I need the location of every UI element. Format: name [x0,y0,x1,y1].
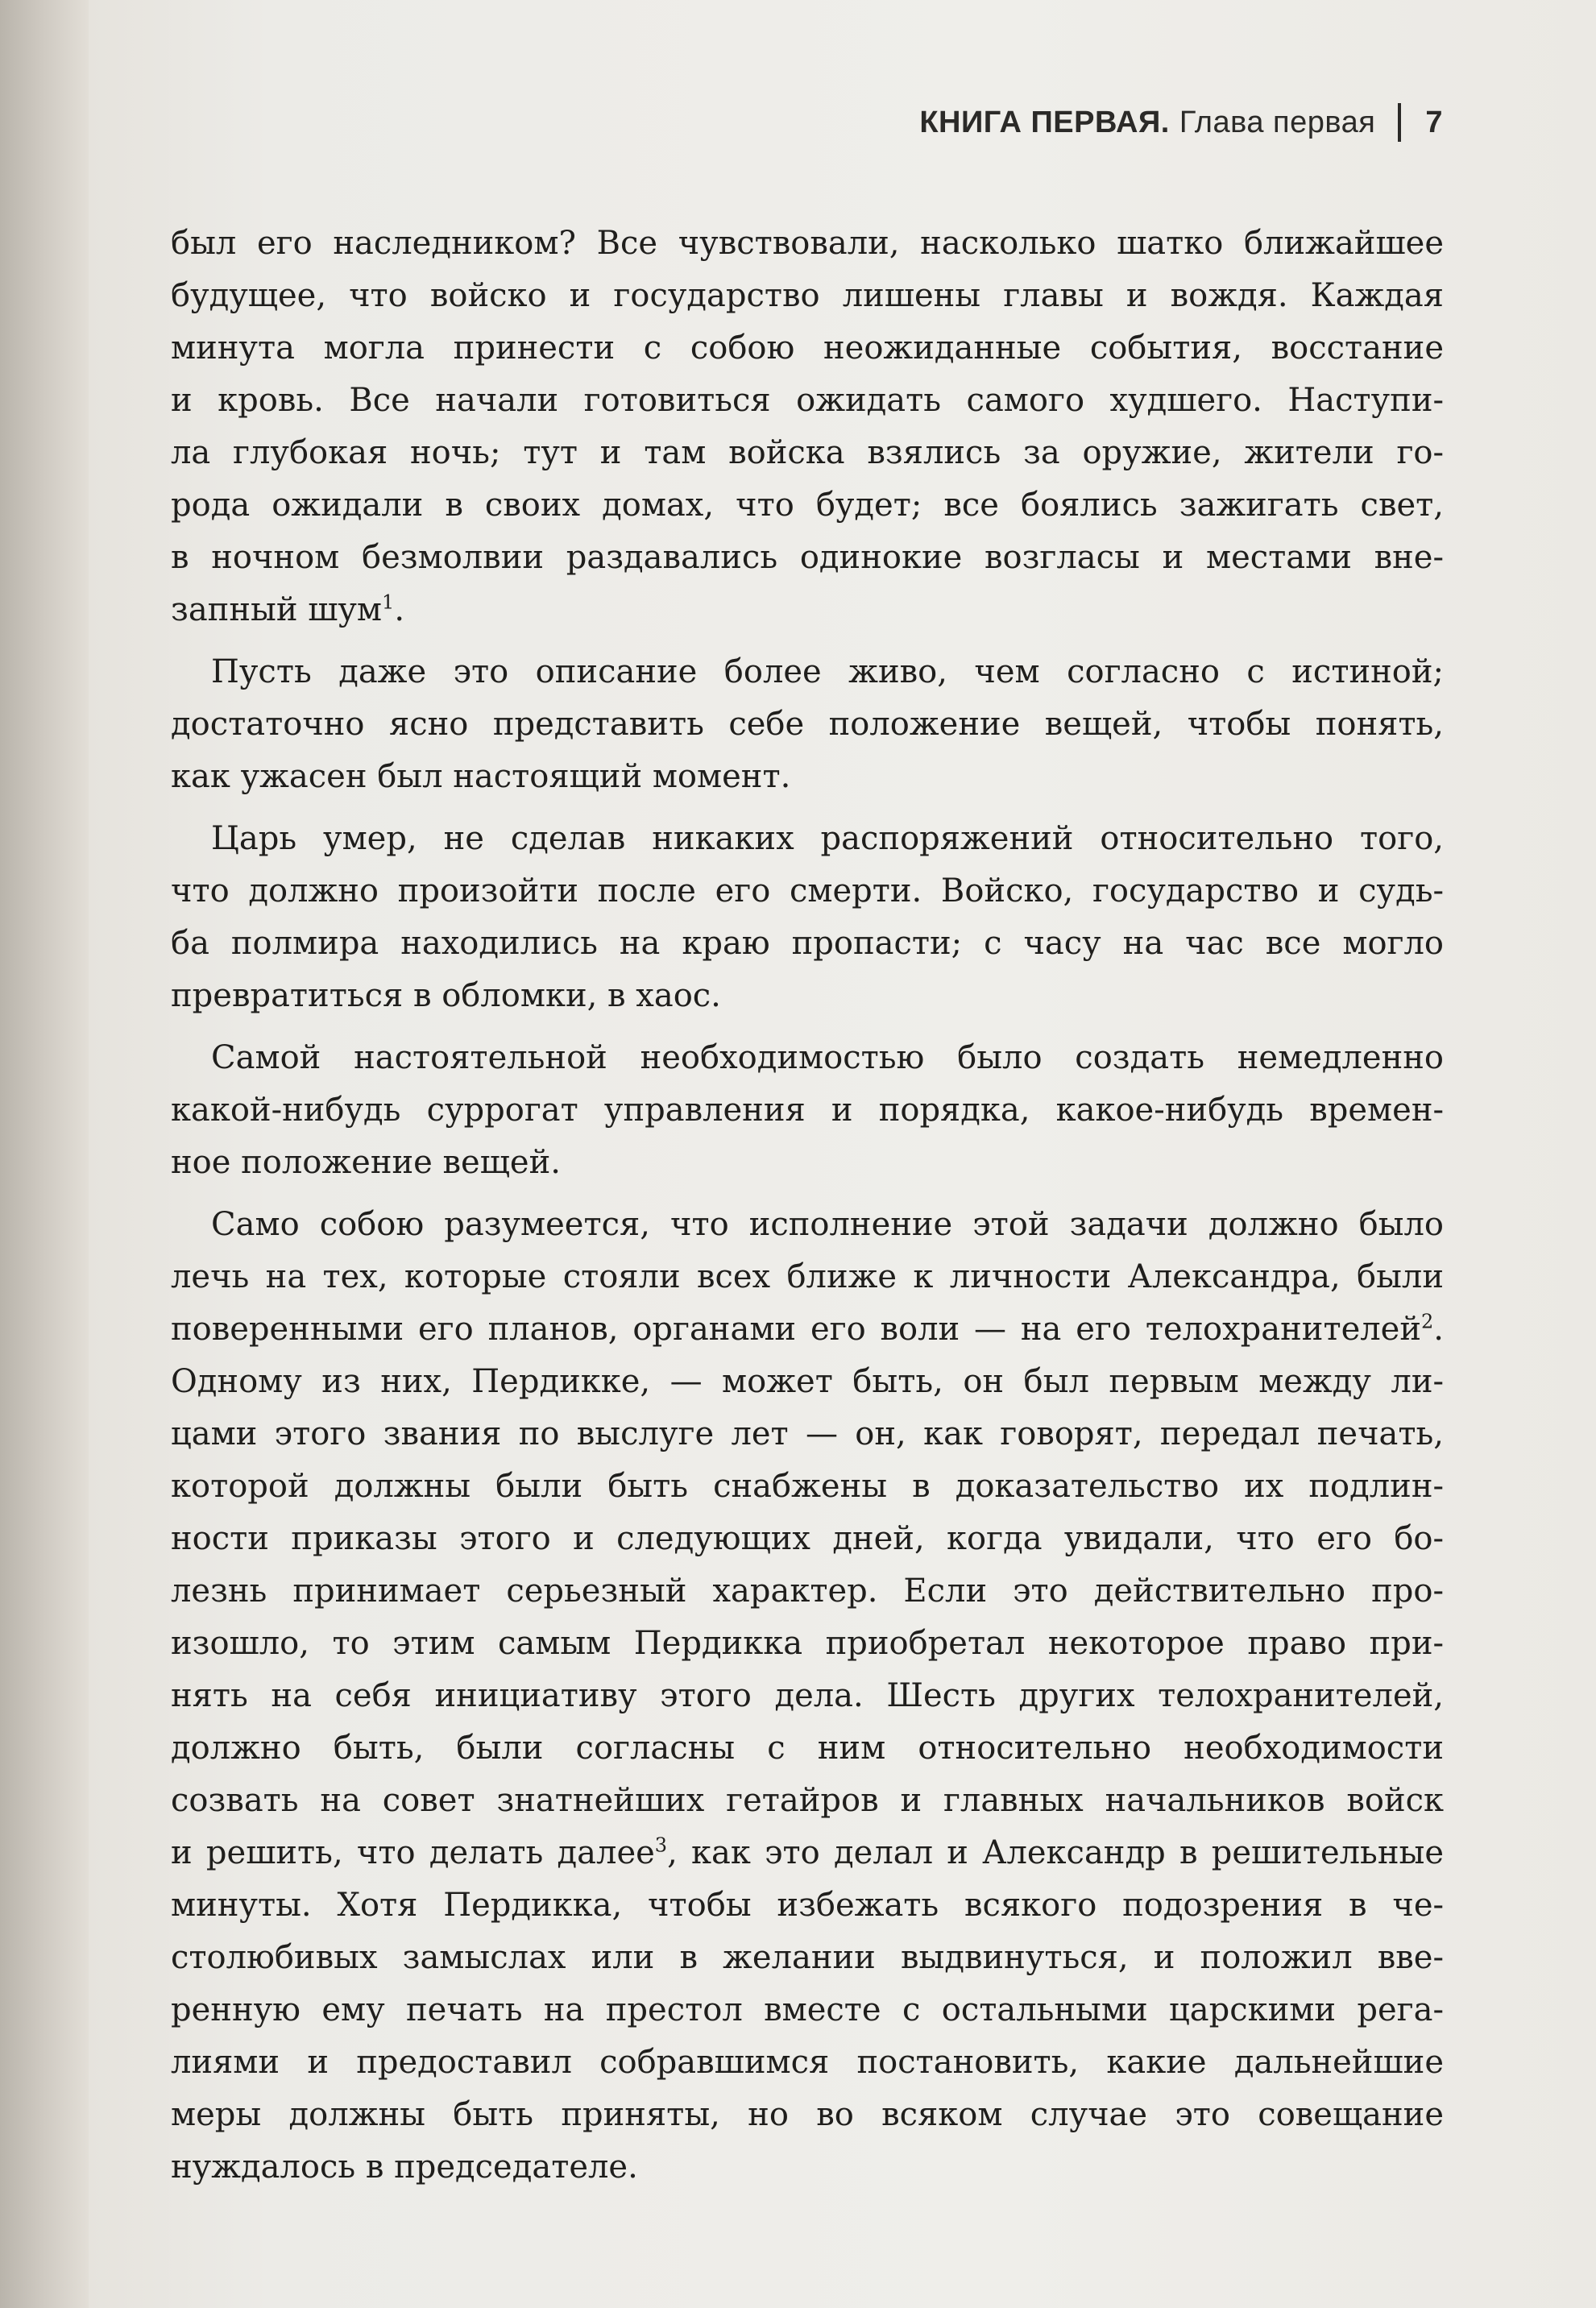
page-number: 7 [1425,105,1443,139]
book-spine [0,0,97,2308]
paragraph [171,218,1444,636]
text-line: ла глубокая ночь; тут и там войска взялись за оружие, жители го- [171,434,1444,471]
text-line: ное положение вещей. [171,1144,561,1181]
footnote-marker[interactable]: 2 [1421,1310,1434,1333]
text-segment: . [394,591,405,628]
text-line: изошло, то этим самым Пердикка приобретал некоторое право при- [171,1625,1444,1662]
page-body-text [171,218,1444,2194]
text-line: цами этого звания по выслуге лет — он, как говорят, передал печать, [171,1415,1444,1452]
text-line [171,584,1444,636]
text-line: как ужасен был настоящий момент. [171,758,791,795]
text-line: ренную ему печать на престол вместе с остальными царскими рега- [171,1991,1444,2028]
running-header-book: КНИГА ПЕРВАЯ. [919,105,1170,139]
paragraph [171,1199,1444,2194]
footnote-marker[interactable]: 1 [382,590,395,614]
text-segment: и решить, что делать далее [171,1834,655,1871]
text-line: минута могла принести с собою неожиданные события, восстание [171,329,1444,367]
text-line: минуты. Хотя Пердикка, чтобы избежать всякого подозрения в че- [171,1887,1444,1924]
text-line: превратиться в обломки, в хаос. [171,977,721,1014]
text-line: лиями и предоставил собравшимся постановить, какие дальнейшие [171,2044,1444,2081]
text-line: которой должны были быть снабжены в доказательство их подлин- [171,1468,1444,1505]
text-segment: , как это делал и Александр в решительные [667,1834,1444,1871]
footnote-marker[interactable]: 3 [654,1834,668,1857]
text-line: что должно произойти после его смерти. Войско, государство и судь- [171,872,1444,910]
text-line: достаточно ясно представить себе положение вещей, чтобы понять, [171,706,1444,743]
paragraph [171,813,1444,1022]
text-line: ности приказы этого и следующих дней, когда увидали, что его бо- [171,1520,1444,1557]
text-line: лечь на тех, которые стояли всех ближе к личности Александра, были [171,1258,1444,1295]
text-line: Царь умер, не сделав никаких распоряжений относительно того, [211,820,1444,857]
paragraph [171,646,1444,803]
text-line: какой-нибудь суррогат управления и порядка, какое-нибудь времен- [171,1092,1444,1129]
text-line: будущее, что войско и государство лишены главы и вождя. Каждая [171,277,1444,314]
paragraph [171,1032,1444,1189]
text-line [171,1303,1444,1356]
text-line: нуждалось в председателе. [171,2148,638,2186]
text-line: должно быть, были согласны с ним относительно необходимости [171,1730,1444,1767]
text-line: Одному из них, Пердикке, — может быть, он был первым между ли- [171,1363,1444,1400]
text-segment: поверенными его планов, органами его воли — на его телохранителей [171,1311,1421,1348]
text-line [171,1827,1444,1879]
text-line: нять на себя инициативу этого дела. Шесть других телохранителей, [171,1677,1444,1714]
text-line: в ночном безмолвии раздавались одинокие возгласы и местами вне- [171,539,1444,576]
text-line: был его наследником? Все чувствовали, насколько шатко ближайшее [171,225,1444,262]
text-line: меры должны быть приняты, но во всяком случае это совещание [171,2096,1444,2133]
running-header [919,103,1443,142]
text-line: и кровь. Все начали готовиться ожидать самого худшего. Наступи- [171,382,1444,419]
text-line: созвать на совет знатнейших гетайров и главных начальников войск [171,1782,1444,1819]
text-line: рода ожидали в своих домах, что будет; все боялись зажигать свет, [171,487,1444,524]
text-line: Пусть даже это описание более живо, чем согласно с истиной; [211,653,1444,690]
text-line: ба полмира находились на краю пропасти; с часу на час все могло [171,925,1444,962]
text-line: Само собою разумеется, что исполнение этой задачи должно было [211,1206,1444,1243]
header-divider [1398,103,1401,142]
text-segment: запный шум [171,591,383,628]
running-header-chapter: Глава первая [1179,105,1376,139]
text-line: Самой настоятельной необходимостью было создать немедленно [211,1039,1444,1076]
text-segment: . [1433,1311,1444,1348]
text-line: лезнь принимает серьезный характер. Если это действительно про- [171,1573,1444,1610]
text-line: столюбивых замыслах или в желании выдвинуться, и положил вве- [171,1939,1444,1976]
